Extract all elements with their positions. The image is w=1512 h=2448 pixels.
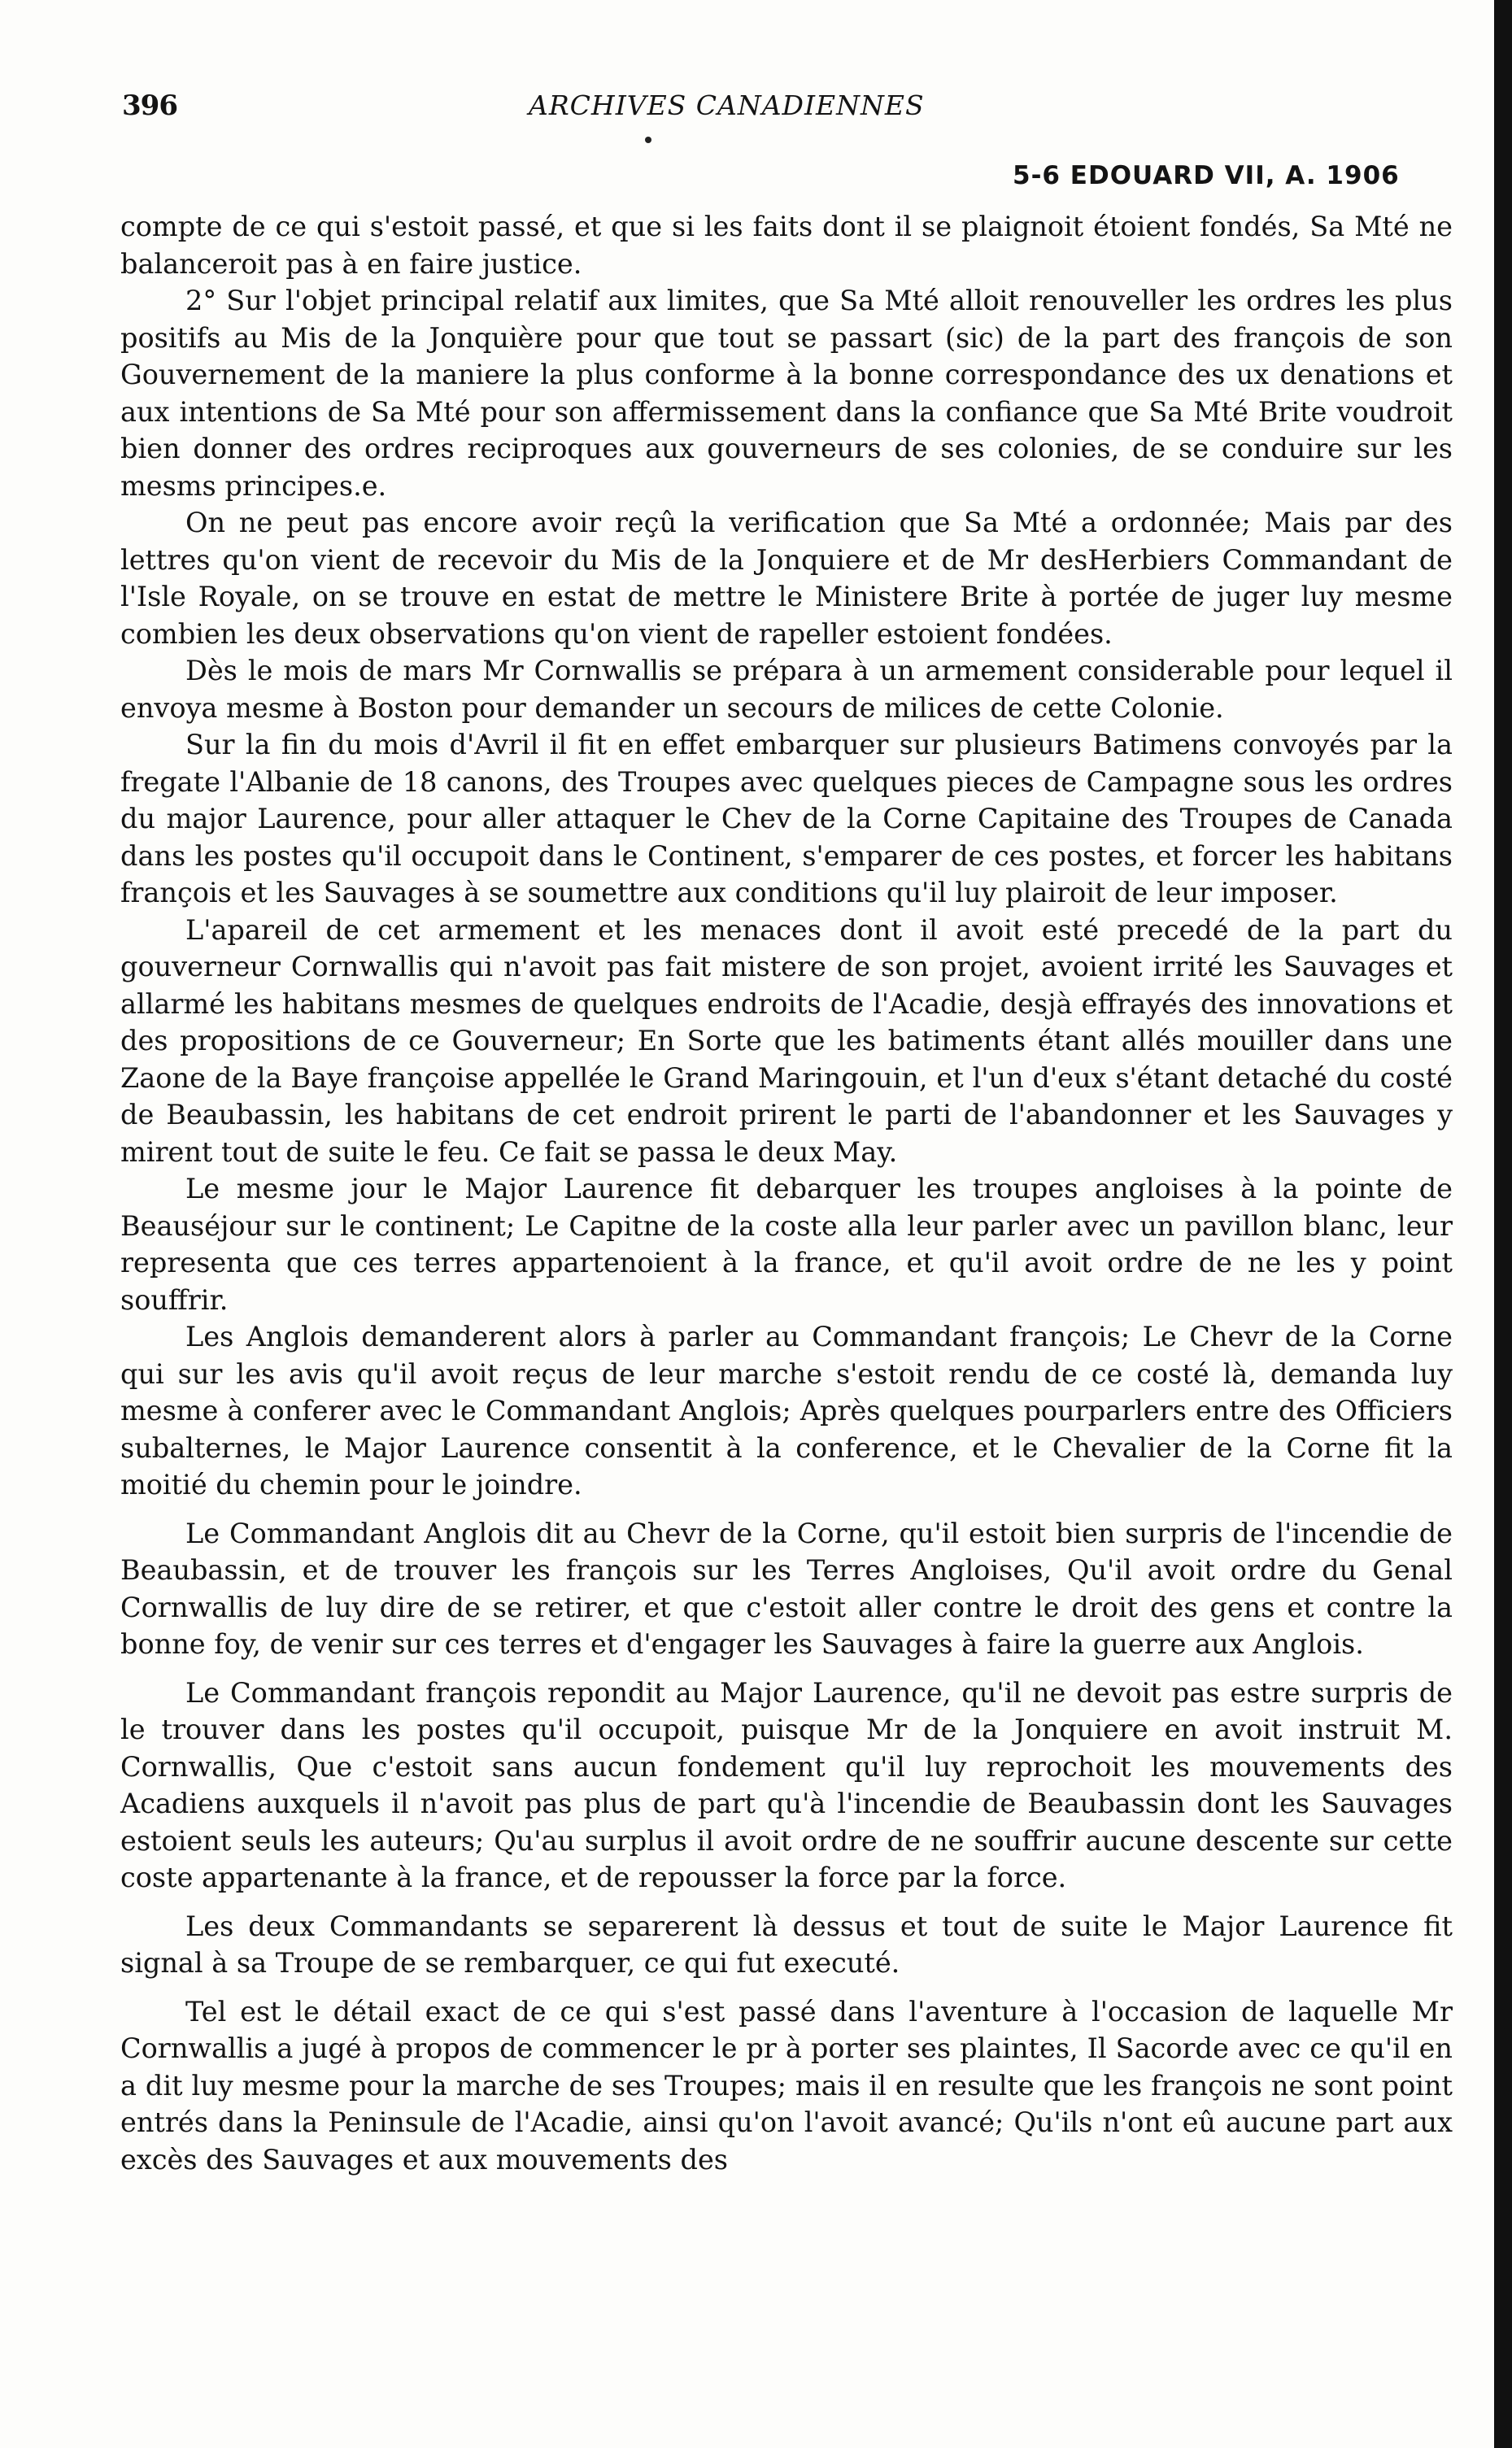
scan-edge-shadow: [1494, 0, 1512, 2448]
body-text: [120, 208, 1453, 2178]
paragraph: Tel est le détail exact de ce qui s'est passé dans l'aventure à l'occasion de laquelle Mr Cornwallis a jugé à propos de commencer le pr à porter ses plaintes, Il Sacorde avec ce qu'il en a dit luy mesme pour la marche de ses Troupes; mais il en resulte que les françois ne sont point entrés dans la Peninsule de l'Acadie, ainsi qu'on l'avoit avancé; Qu'ils n'ont eû aucune part aux excès des Sauvages et aux mouvements des: [120, 1995, 1453, 2176]
header-dot: [645, 137, 651, 143]
running-title: ARCHIVES CANADIENNES: [529, 89, 925, 121]
paragraph: Les deux Commandants se separerent là dessus et tout de suite le Major Laurence fit signal à sa Troupe de se rembarquer, ce qui fut executé.: [120, 1910, 1453, 1979]
paragraph: Le Commandant Anglois dit au Chevr de la Corne, qu'il estoit bien surpris de l'incendie de Beaubassin, et de trouver les françois sur les Terres Angloises, Qu'il avoit ordre du Genal Cornwallis de luy dire de se retirer, et que c'estoit aller contre le droit des gens et contre la bonne foy, de venir sur ces terres et d'engager les Sauvages à faire la guerre aux Anglois.: [120, 1517, 1453, 1660]
edition-label: 5-6 EDOUARD VII, A. 1906: [1013, 161, 1400, 190]
paragraph: Dès le mois de mars Mr Cornwallis se prépara à un armement considerable pour lequel il envoya mesme à Boston pour demander un secours de milices de cette Colonie.: [120, 655, 1453, 724]
page-header: [0, 89, 1512, 138]
paragraph: L'apareil de cet armement et les menaces dont il avoit esté precedé de la part du gouverneur Cornwallis qui n'avoit pas fait mistere de son projet, avoient irrité les Sauvages et allarmé les habitans mesmes de quelques endroits de l'Acadie, desjà effrayés des innovations et des propositions de ce Gouverneur; En Sorte que les batiments étant allés mouiller dans une Zaone de la Baye françoise appellée le Grand Maringouin, et l'un d'eux s'étant detaché du costé de Beaubassin, les habitans de cet endroit prirent le parti de l'abandonner et les Sauvages y mirent tout de suite le feu. Ce fait se passa le deux May.: [120, 913, 1453, 1168]
paragraph: Sur la fin du mois d'Avril il fit en effet embarquer sur plusieurs Batimens convoyés par la fregate l'Albanie de 18 canons, des Troupes avec quelques pieces de Campagne sous les ordres du major Laurence, pour aller attaquer le Chev de la Corne Capitaine des Troupes de Canada dans les postes qu'il occupoit dans le Continent, s'emparer de ces postes, et forcer les habitans françois et les Sauvages à se soumettre aux conditions qu'il luy plairoit de leur imposer.: [120, 729, 1453, 908]
paragraph: On ne peut pas encore avoir reçû la verification que Sa Mté a ordonnée; Mais par des lettres qu'on vient de recevoir du Mis de la Jonquiere et de Mr desHerbiers Commandant de l'Isle Royale, on se trouve en estat de mettre le Ministere Brite à portée de juger luy mesme combien les deux observations qu'on vient de rapeller estoient fondées.: [120, 507, 1453, 650]
paragraph: Le Commandant françois repondit au Major Laurence, qu'il ne devoit pas estre surpris de le trouver dans les postes qu'il occupoit, puisque Mr de la Jonquiere en avoit instruit M. Cornwallis, Que c'estoit sans aucun fondement qu'il luy reprochoit les mouvements des Acadiens auxquels il n'avoit pas plus de part qu'à l'incendie de Beaubassin dont les Sauvages estoient seuls les auteurs; Qu'au surplus il avoit ordre de ne souffrir aucune descente sur cette coste appartenante à la france, et de repousser la force par la force.: [120, 1676, 1453, 1893]
page-number: 396: [122, 89, 177, 122]
paragraph: compte de ce qui s'estoit passé, et que si les faits dont il se plaignoit étoient fondés, Sa Mté ne balanceroit pas à en faire justice.: [120, 211, 1453, 280]
paragraph: Les Anglois demanderent alors à parler au Commandant françois; Le Chevr de la Corne qui sur les avis qu'il avoit reçus de leur marche s'estoit rendu de ce costé là, demanda luy mesme à conferer avec le Commandant Anglois; Après quelques pourparlers entre des Officiers subalternes, le Major Laurence consentit à la conference, et le Chevalier de la Corne fit la moitié du chemin pour le joindre.: [120, 1321, 1453, 1501]
paragraph: Le mesme jour le Major Laurence fit debarquer les troupes angloises à la pointe de Beauséjour sur le continent; Le Capitne de la coste alla leur parler avec un pavillon blanc, leur representa que ces terres appartenoient à la france, et qu'il avoit ordre de ne les y point souffrir.: [120, 1173, 1453, 1316]
paragraph: 2° Sur l'objet principal relatif aux limites, que Sa Mté alloit renouveller les ordres les plus positifs au Mis de la Jonquière pour que tout se passart (sic) de la part des françois de son Gouvernement de la maniere la plus conforme à la bonne correspondance des ux denations et aux intentions de Sa Mté pour son affermissement dans la confiance que Sa Mté Brite voudroit bien donner des ordres reciproques aux gouverneurs de ses colonies, de se conduire sur les mesms principes.e.: [120, 285, 1453, 502]
